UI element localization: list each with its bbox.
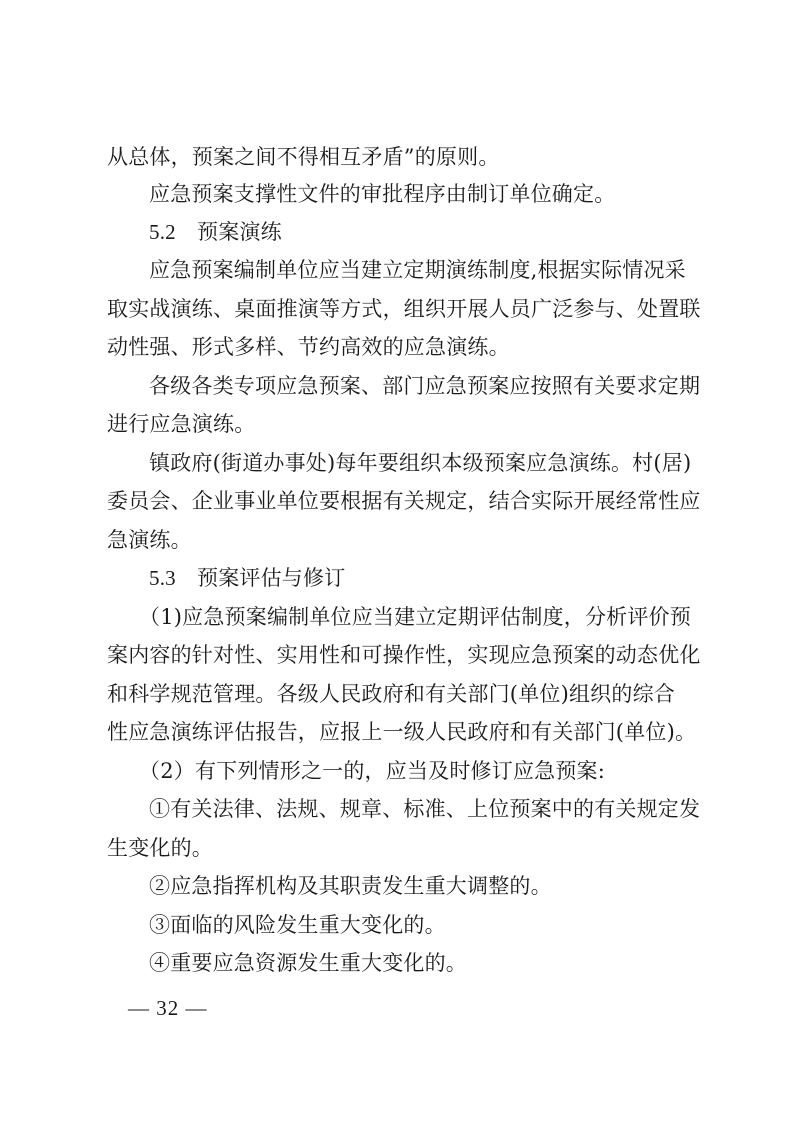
list-item: ③面临的风险发生重大变化的。: [149, 913, 446, 937]
paragraph-line: 案内容的针对性、实用性和可操作性，实现应急预案的动态优化: [107, 643, 701, 667]
paragraph-line: 委员会、企业事业单位要根据有关规定，结合实际开展经常性应: [107, 489, 701, 513]
paragraph-line: 性应急演练评估报告，应报上一级人民政府和有关部门(单位)。: [107, 720, 697, 744]
section-number: 5.2: [149, 220, 176, 244]
section-heading-5-2: [149, 220, 709, 244]
paragraph-line: 急演练。: [107, 528, 192, 552]
paragraph-line: 应急预案编制单位应当建立定期演练制度,根据实际情况采: [149, 258, 686, 282]
paragraph-line: 进行应急演练。: [107, 412, 256, 436]
paragraph-line: 取实战演练、桌面推演等方式，组织开展人员广泛参与、处置联: [107, 297, 701, 321]
list-item: ①有关法律、法规、规章、标准、上位预案中的有关规定发: [149, 797, 701, 821]
paragraph-line: 应急预案支撑性文件的审批程序由制订单位确定。: [149, 182, 616, 206]
list-item: ②应急指挥机构及其职责发生重大调整的。: [149, 874, 552, 898]
paragraph-line: （1)应急预案编制单位应当建立定期评估制度，分析评价预: [139, 605, 691, 629]
section-number: 5.3: [149, 566, 176, 590]
paragraph-line: （2）有下列情形之一的，应当及时修订应急预案:: [139, 759, 606, 783]
paragraph-line: 动性强、形式多样、节约高效的应急演练。: [107, 335, 510, 359]
section-title: 预案演练: [197, 220, 282, 244]
list-item: ④重要应急资源发生重大变化的。: [149, 951, 467, 975]
paragraph-line: 各级各类专项应急预案、部门应急预案应按照有关要求定期: [149, 374, 701, 398]
paragraph-line: 镇政府(街道办事处)每年要组织本级预案应急演练。村(居): [149, 451, 692, 475]
section-heading-5-3: [149, 566, 709, 590]
paragraph-line: 生变化的。: [107, 836, 213, 860]
section-title: 预案评估与修订: [197, 566, 346, 590]
paragraph-line: 从总体，预案之间不得相互矛盾”的原则。: [107, 145, 500, 169]
paragraph-line: 和科学规范管理。各级人民政府和有关部门(单位)组织的综合: [107, 682, 675, 706]
page-number: — 32 —: [128, 996, 208, 1020]
